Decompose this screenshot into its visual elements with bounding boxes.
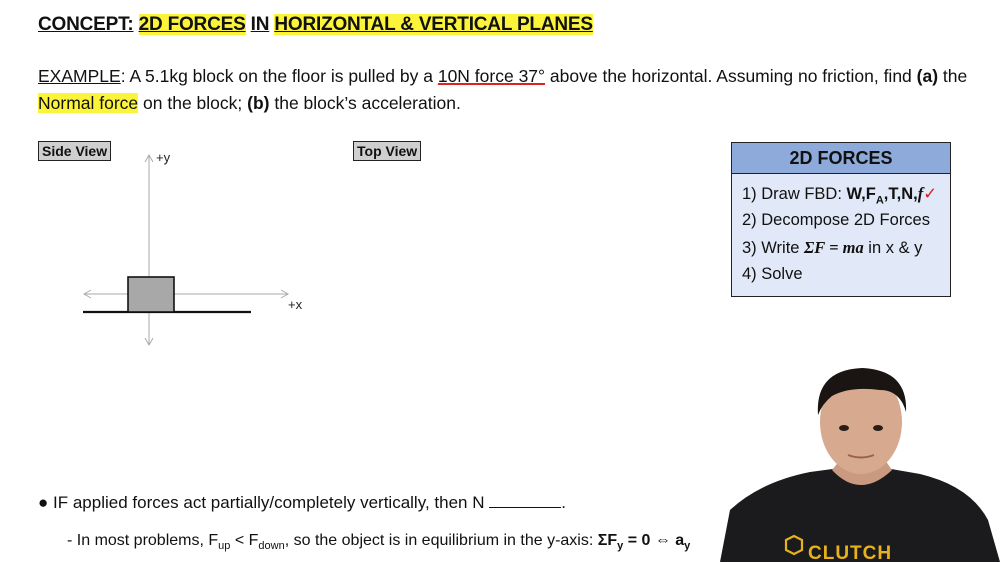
step-3 (742, 238, 922, 258)
step-1-prefix: 1) Draw FBD: (742, 185, 847, 203)
panel-title: 2D FORCES (732, 143, 950, 174)
step-2: 2) Decompose 2D Forces (742, 211, 930, 229)
x-axis-label: +x (288, 297, 303, 312)
concept-part2: HORIZONTAL & VERTICAL PLANES (274, 14, 593, 35)
fill-in-blank (489, 493, 561, 508)
presenter-eye-left (839, 425, 849, 431)
presenter-webcam (720, 360, 1000, 562)
concept-mid: IN (250, 14, 270, 35)
example-text-2b: the block’s acceleration. (269, 93, 461, 113)
ay-sub: y (684, 540, 691, 553)
concept-prefix: CONCEPT: (38, 14, 134, 35)
bullet-2-a: - In most problems, F (67, 532, 219, 549)
y-axis-label: +y (156, 150, 171, 165)
example-text-2a: on the block; (138, 93, 248, 113)
step-3-rest: in x & y (863, 239, 923, 257)
force-phrase: 10N force 37° (437, 66, 546, 86)
equals-zero: = 0 ⇔ a (623, 532, 685, 549)
step-3-equation: ΣF = ma (804, 238, 864, 257)
side-view-label: Side View (38, 141, 111, 161)
sub-up: up (218, 540, 231, 553)
part-b-label: (b) (247, 93, 270, 113)
step-1-friction: f (917, 184, 924, 203)
example-label: EXAMPLE (38, 66, 121, 86)
clutch-logo-text: CLUTCH (808, 543, 893, 562)
presenter-eye-right (873, 425, 883, 431)
step-1-forces: W,F (846, 185, 876, 203)
bullet-1-text: IF applied forces act partially/completely vertically, then N (48, 493, 490, 512)
example-text-1a: : A 5.1kg block on the floor is pulled by a (120, 66, 438, 86)
bullet-1 (38, 493, 566, 513)
normal-force-highlight: Normal force (38, 93, 139, 113)
bullet-2 (67, 532, 690, 552)
check-mark-icon: ✓ (923, 185, 938, 203)
step-3-prefix: 3) Write (742, 239, 805, 257)
bullet-1-end: . (561, 493, 566, 512)
step-1-forces-rest: ,T,N, (883, 185, 918, 203)
example-text-1b: above the horizontal. Assuming no friction, find (545, 66, 917, 86)
step-1 (742, 184, 937, 206)
sub-down: down (258, 540, 285, 553)
side-view-diagram (0, 0, 340, 360)
block (128, 277, 174, 312)
concept-part1: 2D FORCES (138, 14, 246, 35)
steps-panel (731, 142, 951, 297)
bullet-2-b: < F (230, 532, 259, 549)
example-text-1c: the (938, 66, 968, 86)
bullet-2-c: , so the object is in equilibrium in the y-axis: (284, 532, 598, 549)
step-1-sub: A (875, 194, 884, 207)
sum-fy-sub: y (617, 540, 624, 553)
sum-fy: ΣF (597, 532, 618, 549)
bullet-dot-icon: ● (38, 493, 49, 512)
part-a-label: (a) (916, 66, 939, 86)
step-4: 4) Solve (742, 265, 803, 283)
top-view-label: Top View (353, 141, 421, 161)
